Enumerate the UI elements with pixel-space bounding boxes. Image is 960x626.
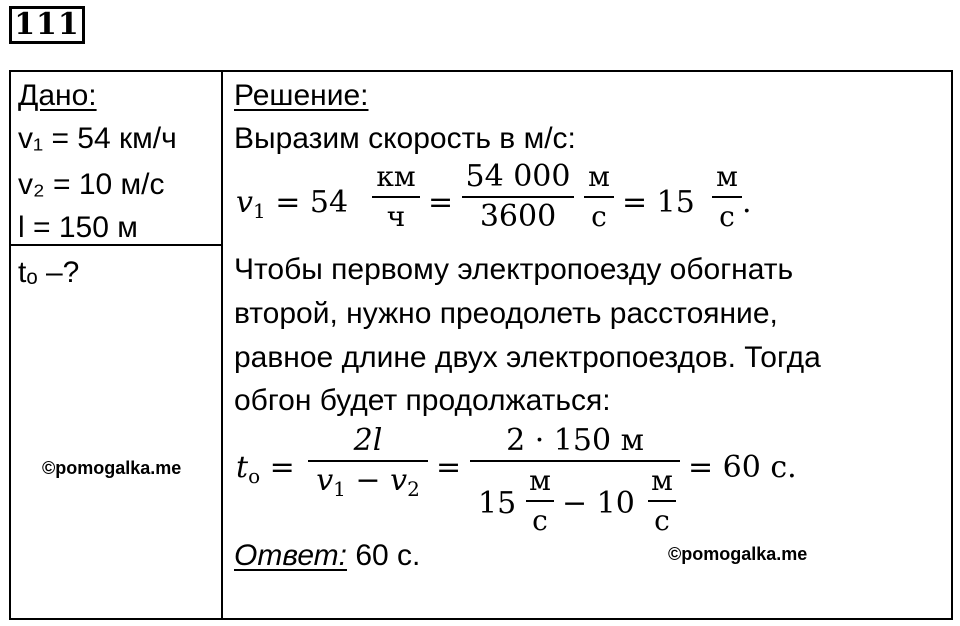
answer-line — [234, 538, 420, 574]
eq2-den-15: 15 — [478, 486, 517, 521]
solution-text-line-4: обгон будет продолжаться: — [234, 384, 611, 417]
watermark-left: ©pomogalka.me — [42, 458, 182, 478]
eq2-den-minus-10: − 10 — [562, 486, 635, 521]
eq2-fraction-formula: 2l $v_1 - v_2$ — [308, 424, 428, 498]
watermark-right: ©pomogalka.me — [668, 544, 808, 564]
solution-text-line-3: равное длине двух электропоездов. Тогда — [234, 341, 821, 374]
eq2-den-unit-2: м с — [648, 464, 676, 538]
answer-value: 60 с. — [347, 539, 421, 572]
column-divider — [221, 70, 223, 620]
solution-text-line-1: Чтобы первому электропоезду обогнать — [234, 253, 794, 286]
eq1-lhs: $v_1 = 54$ — [236, 185, 349, 223]
eq1-fraction-value: 54 000 3600 — [462, 160, 574, 234]
eq2-fraction-bar — [470, 460, 680, 462]
eq1-fraction-kmh: км ч — [372, 160, 420, 234]
eq2-result: = 60 с. — [688, 450, 797, 485]
eq1-fraction-ms: м с — [584, 160, 614, 234]
problem-number: 111 — [9, 6, 85, 44]
eq1-result: = 15 — [622, 185, 695, 220]
eq1-fraction-ms-result: м с — [712, 160, 742, 234]
eq2-equals: = — [436, 450, 462, 485]
eq2-lhs: $t_о$ = — [236, 450, 295, 488]
given-line-3: l = 150 м — [18, 211, 138, 244]
eq2-den-unit-1: м с — [526, 464, 554, 538]
find-line: tₒ –? — [18, 256, 80, 289]
given-line-1: v₁ = 54 км/ч — [18, 122, 177, 155]
eq2-numerator: 2 · 150 м — [506, 423, 644, 458]
eq1-equals-1: = — [428, 185, 454, 220]
solution-heading: Решение: — [234, 79, 369, 112]
eq2-fraction-values — [470, 423, 680, 537]
given-heading: Дано: — [18, 79, 97, 112]
solution-text-line-2: второй, нужно преодолеть расстояние, — [234, 297, 778, 330]
eq1-period: . — [742, 185, 752, 220]
given-line-2: v₂ = 10 м/с — [18, 168, 165, 201]
answer-label: Ответ: — [234, 539, 347, 572]
solution-intro: Выразим скорость в м/с: — [234, 122, 576, 155]
